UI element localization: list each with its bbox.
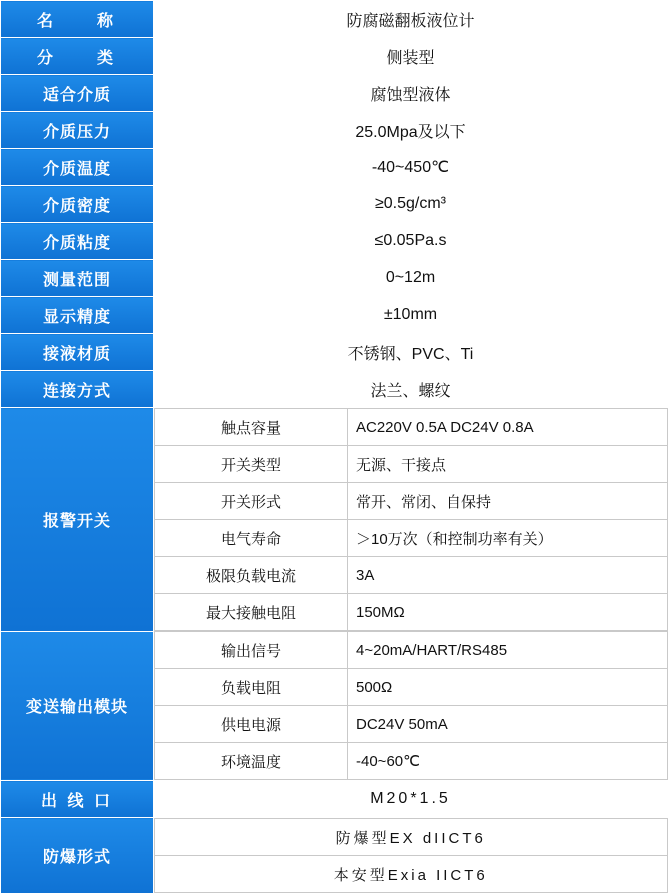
- row-value-range: 0~12m: [154, 260, 668, 297]
- row-value-category: 侧装型: [154, 38, 668, 75]
- table-row: [1, 186, 668, 223]
- table-row: [1, 75, 668, 112]
- explosion-value-exia: 本安型Exia IICT6: [155, 856, 668, 893]
- row-value-medium: 腐蚀型液体: [154, 75, 668, 112]
- row-label-viscosity: 介质粘度: [1, 223, 154, 260]
- table-row: [1, 38, 668, 75]
- row-value-outlet: M20*1.5: [154, 781, 668, 818]
- alarm-value-max-contact-resistance: 150MΩ: [348, 594, 668, 631]
- row-value-viscosity: ≤0.05Pa.s: [154, 223, 668, 260]
- table-row-group-alarm: [1, 408, 668, 632]
- alarm-key-limit-current: 极限负载电流: [155, 557, 348, 594]
- table-row: [1, 223, 668, 260]
- transmitter-key-load-resistance: 负载电阻: [155, 669, 348, 706]
- row-value-connection: 法兰、螺纹: [154, 371, 668, 408]
- alarm-value-switch-form: 常开、常闭、自保持: [348, 483, 668, 520]
- table-row: [1, 1, 668, 38]
- row-value-material: 不锈钢、PVC、Ti: [154, 334, 668, 371]
- alarm-value-switch-type: 无源、干接点: [348, 446, 668, 483]
- table-body: [1, 1, 668, 894]
- explosion-value-ex-d: 防爆型EX dIICT6: [155, 819, 668, 856]
- alarm-switch-subtable: [154, 408, 668, 631]
- transmitter-value-output-signal: 4~20mA/HART/RS485: [348, 632, 668, 669]
- transmitter-key-ambient-temperature: 环境温度: [155, 743, 348, 780]
- transmitter-key-output-signal: 输出信号: [155, 632, 348, 669]
- alarm-key-switch-type: 开关类型: [155, 446, 348, 483]
- row-label-category: 分 类: [1, 38, 154, 75]
- list-item: [155, 520, 668, 557]
- transmitter-value-load-resistance: 500Ω: [348, 669, 668, 706]
- group-label-explosion-proof: 防爆形式: [1, 818, 154, 894]
- row-value-density: ≥0.5g/cm³: [154, 186, 668, 223]
- alarm-value-electrical-life: ＞10万次（和控制功率有关）: [348, 520, 668, 557]
- group-content-alarm-switch: [154, 408, 668, 632]
- list-item: [155, 446, 668, 483]
- row-label-name: 名 称: [1, 1, 154, 38]
- group-content-transmitter-module: [154, 631, 668, 781]
- alarm-key-contact-capacity: 触点容量: [155, 409, 348, 446]
- row-label-temperature: 介质温度: [1, 149, 154, 186]
- list-item: [155, 632, 668, 669]
- row-value-temperature: -40~450℃: [154, 149, 668, 186]
- list-item: [155, 669, 668, 706]
- group-label-alarm-switch: 报警开关: [1, 408, 154, 632]
- table-row: [1, 334, 668, 371]
- table-row: [1, 297, 668, 334]
- row-value-accuracy: ±10mm: [154, 297, 668, 334]
- row-label-material: 接液材质: [1, 334, 154, 371]
- row-label-pressure: 介质压力: [1, 112, 154, 149]
- row-label-medium: 适合介质: [1, 75, 154, 112]
- list-item: [155, 819, 668, 856]
- list-item: [155, 743, 668, 780]
- table-row: [1, 260, 668, 297]
- group-label-transmitter-module: 变送输出模块: [1, 631, 154, 781]
- table-row: [1, 149, 668, 186]
- alarm-value-limit-current: 3A: [348, 557, 668, 594]
- row-label-outlet: 出 线 口: [1, 781, 154, 818]
- list-item: [155, 706, 668, 743]
- row-label-accuracy: 显示精度: [1, 297, 154, 334]
- transmitter-key-power-supply: 供电电源: [155, 706, 348, 743]
- transmitter-value-power-supply: DC24V 50mA: [348, 706, 668, 743]
- alarm-value-contact-capacity: AC220V 0.5A DC24V 0.8A: [348, 409, 668, 446]
- explosion-subtable: [154, 818, 668, 893]
- row-value-name: 防腐磁翻板液位计: [154, 1, 668, 38]
- list-item: [155, 856, 668, 893]
- alarm-key-electrical-life: 电气寿命: [155, 520, 348, 557]
- list-item: [155, 557, 668, 594]
- table-row: [1, 112, 668, 149]
- group-content-explosion-proof: [154, 818, 668, 894]
- list-item: [155, 594, 668, 631]
- list-item: [155, 483, 668, 520]
- transmitter-subtable: [154, 631, 668, 780]
- alarm-key-switch-form: 开关形式: [155, 483, 348, 520]
- row-label-connection: 连接方式: [1, 371, 154, 408]
- table-row-group-explosion: [1, 818, 668, 894]
- row-label-range: 测量范围: [1, 260, 154, 297]
- table-row: [1, 371, 668, 408]
- table-row: [1, 781, 668, 818]
- alarm-key-max-contact-resistance: 最大接触电阻: [155, 594, 348, 631]
- row-label-density: 介质密度: [1, 186, 154, 223]
- row-value-pressure: 25.0Mpa及以下: [154, 112, 668, 149]
- list-item: [155, 409, 668, 446]
- table-row-group-transmitter: [1, 631, 668, 781]
- transmitter-value-ambient-temperature: -40~60℃: [348, 743, 668, 780]
